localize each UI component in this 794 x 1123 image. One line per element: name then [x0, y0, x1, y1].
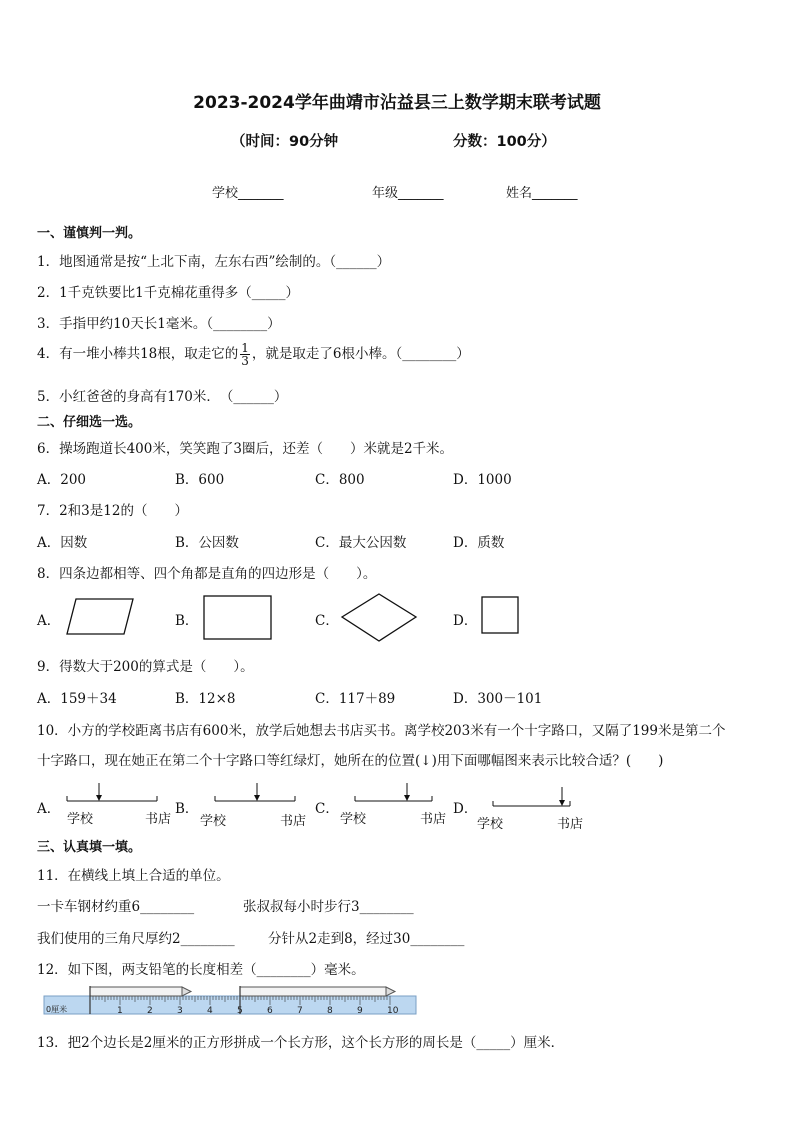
q8-option-c[interactable]: C．: [315, 613, 339, 629]
q10-d-school: 学校: [477, 817, 504, 832]
q10-d-store: 书店: [557, 817, 584, 832]
question-6: 6．操场跑道长400米，笑笑跑了3圈后，还差（ ）米就是2千米。: [37, 441, 454, 457]
section-3-heading: 三、认真填一填。: [37, 840, 142, 855]
question-7: 7．2和3是12的（ ）: [37, 503, 188, 519]
ruler-tick-label: 2: [147, 1006, 153, 1016]
q6-option-a[interactable]: A．200: [37, 472, 87, 488]
q8-option-a[interactable]: A．: [37, 613, 61, 629]
q10-c-store: 书店: [420, 812, 447, 827]
q10-a-school: 学校: [67, 812, 94, 827]
ruler-figure: [44, 984, 418, 1016]
question-4-after: ，就是取走了6根小棒。（________）: [251, 346, 470, 362]
ruler-tick-label: 3: [177, 1006, 183, 1016]
q7-option-c[interactable]: C．最大公因数: [315, 535, 407, 551]
q9-option-b[interactable]: B．12×8: [175, 691, 236, 707]
q8-option-b[interactable]: B．: [175, 613, 199, 629]
ruler-tick-label: 5: [237, 1006, 243, 1016]
ruler-tick-label: 8: [327, 1006, 333, 1016]
ruler-tick-label: 6: [267, 1006, 273, 1016]
q10-b-store: 书店: [280, 814, 307, 829]
q9-option-d[interactable]: D．300－101: [453, 691, 543, 707]
question-5: 5．小红爸爸的身高有170米． （______）: [37, 389, 288, 405]
q10-diagram-c: [355, 783, 432, 801]
q9-option-c[interactable]: C．117＋89: [315, 691, 396, 707]
q6-option-c[interactable]: C．800: [315, 472, 365, 488]
q10-c-school: 学校: [340, 812, 367, 827]
ruler-start-label: 0厘米: [46, 1005, 68, 1014]
school-field: 学校_______: [212, 186, 284, 201]
question-3: 3．手指甲约10天长1毫米。（________）: [37, 316, 281, 332]
page-title: 2023-2024学年曲靖市沾益县三上数学期末联考试题: [193, 93, 601, 113]
q10-b-school: 学校: [200, 814, 227, 829]
name-field: 姓名_______: [506, 186, 578, 201]
question-11: 11．在横线上填上合适的单位。: [37, 868, 230, 884]
exam-time: （时间：90分钟: [231, 134, 339, 150]
pencil-1: [90, 987, 191, 996]
q11-item-c: 我们使用的三角尺厚约2________: [37, 931, 235, 947]
q10-option-d[interactable]: D．: [453, 801, 478, 817]
q7-option-b[interactable]: B．公因数: [175, 535, 239, 551]
ruler-tick-label: 10: [387, 1006, 399, 1016]
q11-item-a: 一卡车钢材约重6________: [37, 899, 195, 915]
q7-option-a[interactable]: A．因数: [37, 535, 88, 551]
question-13: 13．把2个边长是2厘米的正方形拼成一个长方形，这个长方形的周长是（_____）厘米．: [37, 1035, 565, 1051]
q10-a-store: 书店: [145, 812, 172, 827]
q6-option-b[interactable]: B．600: [175, 472, 225, 488]
fraction-one-third: $\frac{1}{3}$: [241, 341, 249, 368]
q10-option-a[interactable]: A．: [37, 801, 61, 817]
q6-option-d[interactable]: D．1000: [453, 472, 512, 488]
grade-field: 年级_______: [372, 186, 444, 201]
q11-item-d: 分针从2走到8，经过30________: [268, 931, 465, 947]
ruler-tick-label: 4: [207, 1006, 213, 1016]
question-1: 1．地图通常是按“上北下南，左东右西”绘制的。（______）: [37, 254, 391, 270]
question-10-line-1: 10．小方的学校距离书店有600米，放学后她想去书店买书。离学校203米有一个十字路口，又隔了199米是第二个: [37, 723, 726, 739]
q10-diagram-a: [67, 783, 157, 801]
q8-option-d[interactable]: D．: [453, 613, 478, 629]
q10-option-b[interactable]: B．: [175, 801, 199, 817]
exam-score: 分数：100分）: [453, 134, 556, 150]
question-10-line-2: 十字路口，现在她正在第二个十字路口等红绿灯，她所在的位置(↓)用下面哪幅图来表示比较合适？( ): [37, 753, 664, 769]
q9-option-a[interactable]: A．159＋34: [37, 691, 117, 707]
question-9: 9．得数大于200的算式是（ ）。: [37, 659, 254, 675]
question-8: 8．四条边都相等、四个角都是直角的四边形是（ ）。: [37, 566, 377, 582]
q10-option-c[interactable]: C．: [315, 801, 339, 817]
ruler-tick-label: 1: [117, 1006, 123, 1016]
section-1-heading: 一、谨慎判一判。: [37, 226, 142, 241]
pencil-2: [240, 987, 395, 996]
q10-diagram-d: [493, 787, 570, 806]
section-2-heading: 二、仔细选一选。: [37, 415, 142, 430]
q11-item-b: 张叔叔每小时步行3________: [243, 899, 414, 915]
question-12: 12．如下图，两支铅笔的长度相差（________）毫米。: [37, 962, 365, 978]
q10-diagram-b: [215, 783, 295, 801]
ruler-tick-label: 7: [297, 1006, 303, 1016]
ruler-tick-label: 9: [357, 1006, 363, 1016]
q7-option-d[interactable]: D．质数: [453, 535, 505, 551]
question-4-before: 4．有一堆小棒共18根，取走它的: [37, 346, 239, 362]
question-2: 2．1千克铁要比1千克棉花重得多（_____）: [37, 285, 300, 301]
